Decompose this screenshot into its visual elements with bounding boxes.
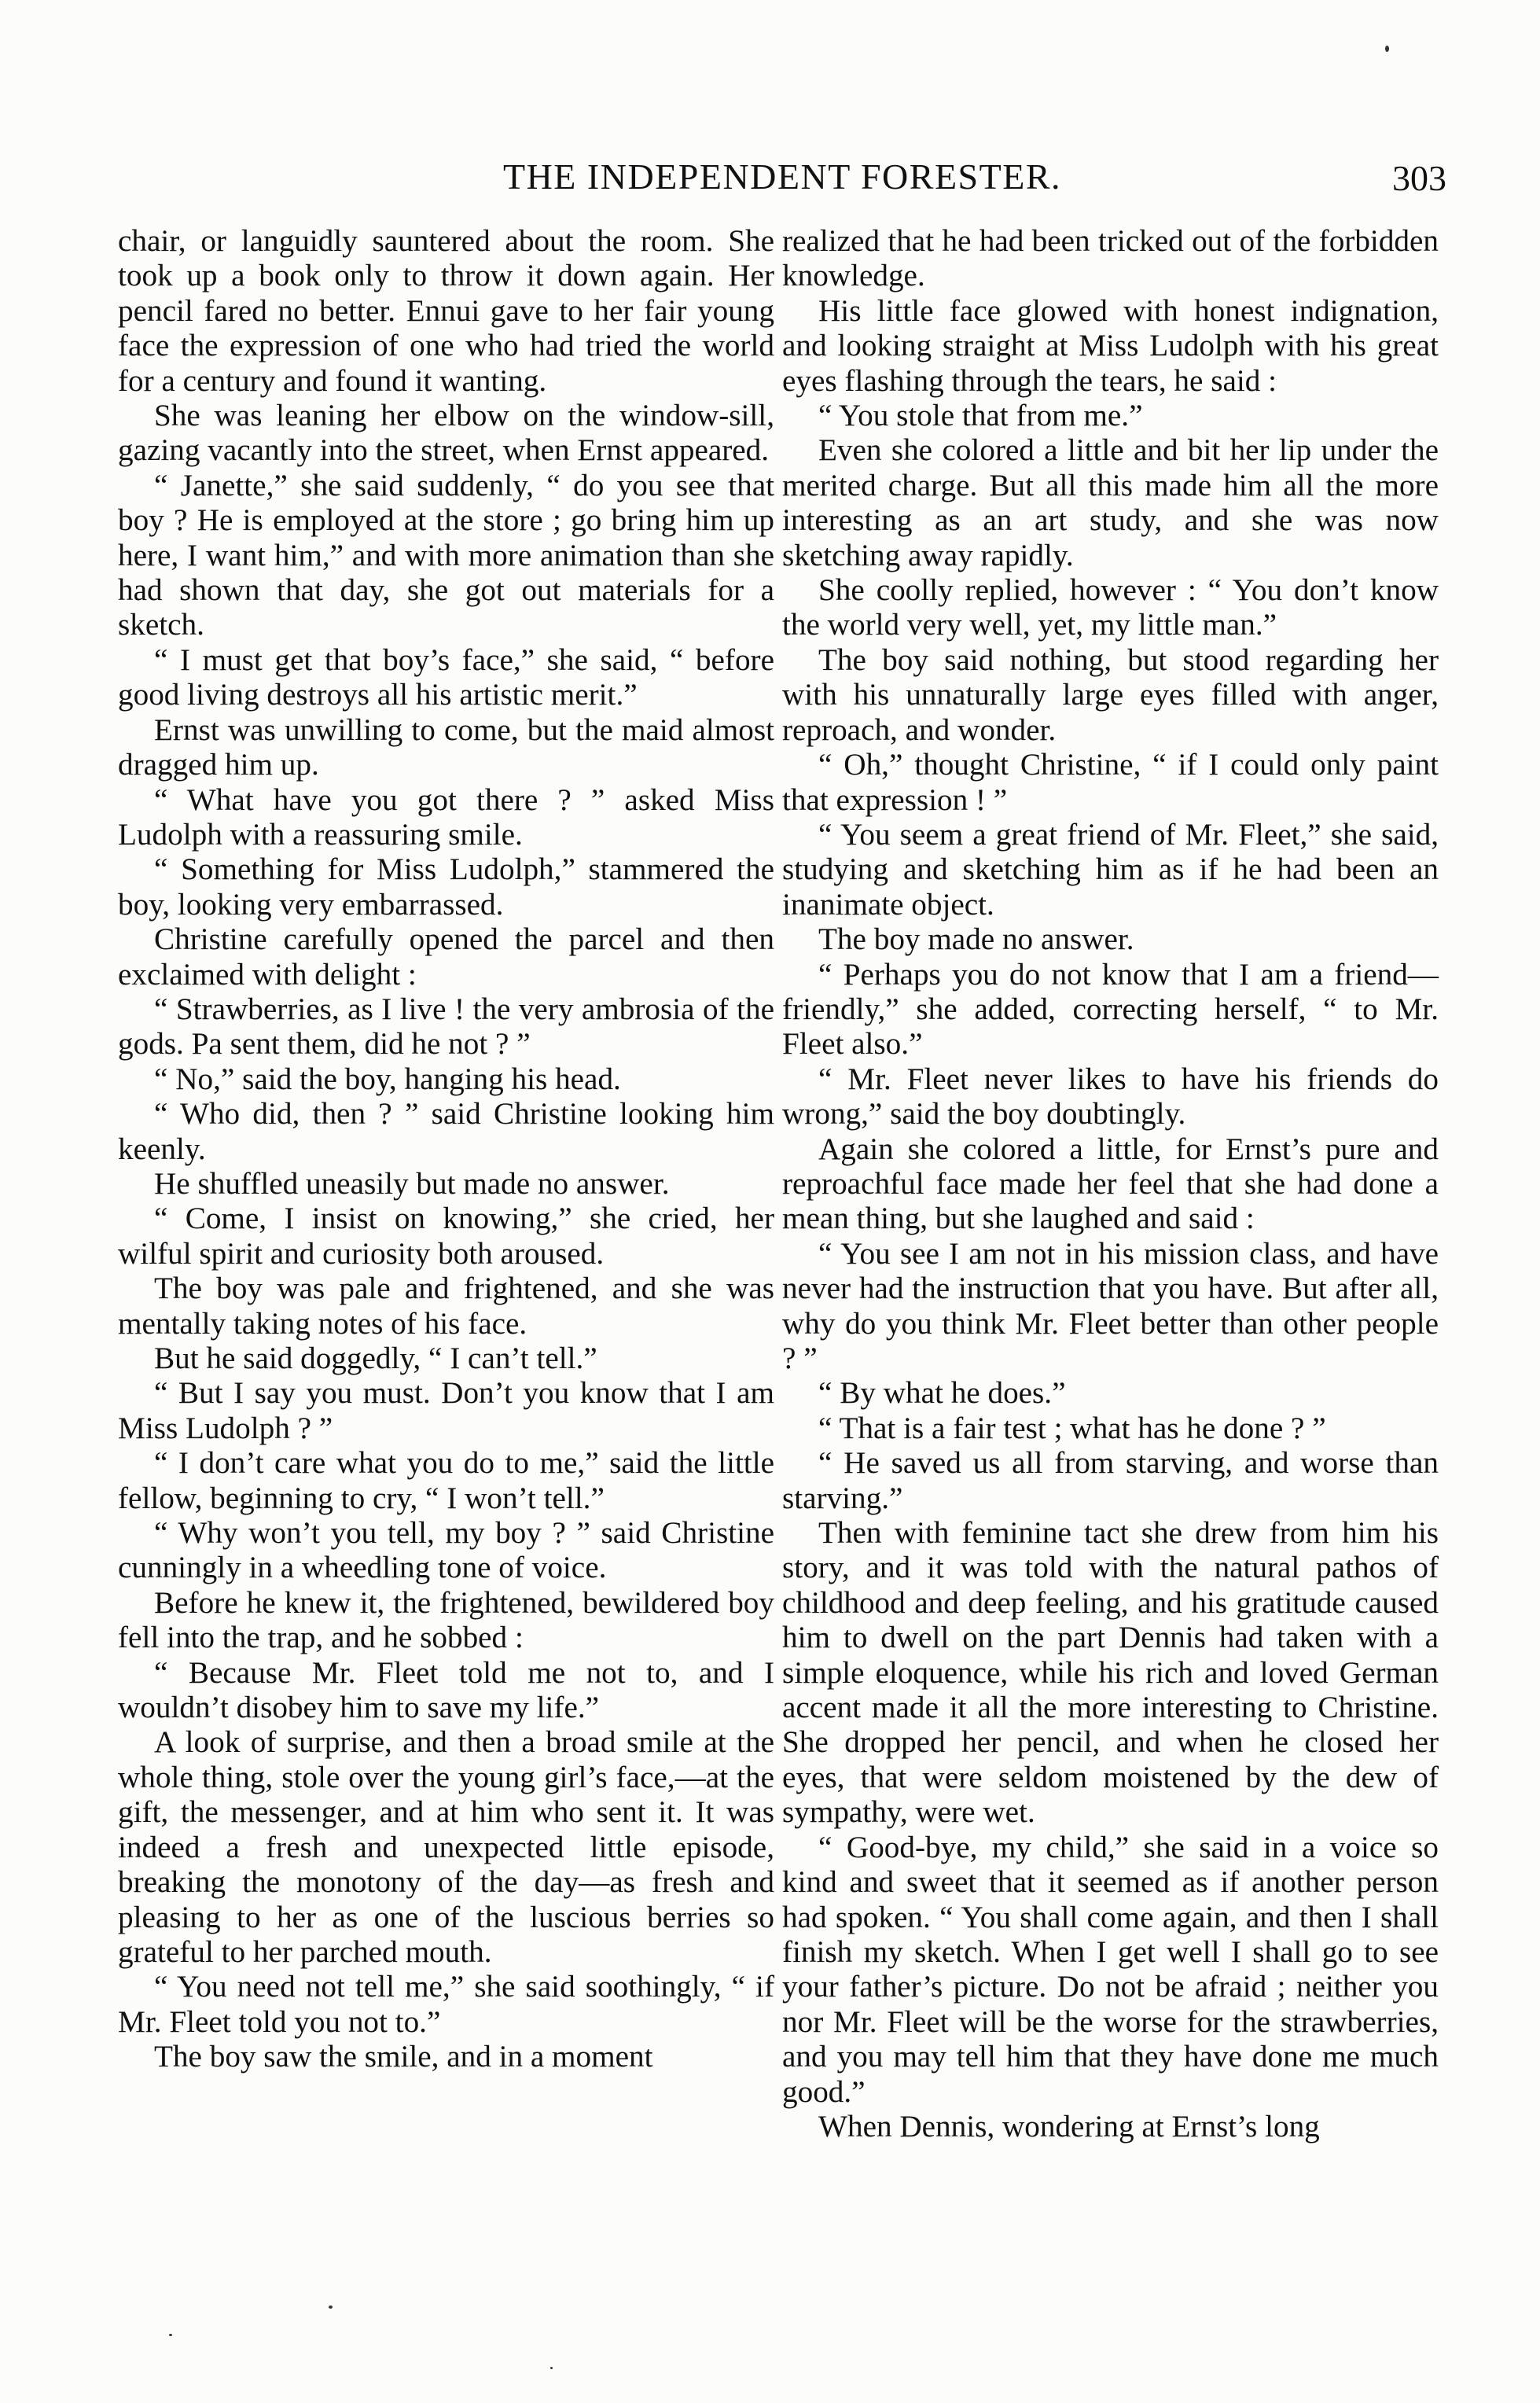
- paragraph: His little face glowed with honest indignation, and looking straight at Miss Ludolph with his great eyes flashing through the tears, he said :: [782, 293, 1439, 398]
- paragraph: Ernst was unwilling to come, but the maid almost dragged him up.: [118, 712, 774, 782]
- print-speck: [1385, 46, 1389, 52]
- paragraph: “ Why won’t you tell, my boy ? ” said Christine cunningly in a wheedling tone of voice.: [118, 1516, 774, 1585]
- paragraph: “ Mr. Fleet never likes to have his friends do wrong,” said the boy doubtingly.: [782, 1062, 1439, 1132]
- paragraph: “ Good-bye, my child,” she said in a voice so kind and sweet that it seemed as if another person had spoken. “ You shall come again, and then I shall finish my sketch. When I get well I shall go to see your father’s picture. Do not be afraid ; neither you nor Mr. Fleet will be the worse for the strawberries, and you may tell him that they have done me much good.”: [782, 1830, 1439, 2109]
- running-title: THE INDEPENDENT FORESTER.: [502, 156, 1062, 197]
- paragraph: Even she colored a little and bit her lip under the merited charge. But all this made him all the more interesting as an art study, and she was now sketching away rapidly.: [782, 433, 1439, 572]
- paragraph: But he said doggedly, “ I can’t tell.”: [154, 1341, 597, 1375]
- paragraph: “ You stole that from me.”: [818, 399, 1143, 433]
- paragraph: When Dennis, wondering at Ernst’s long: [818, 2109, 1320, 2144]
- paragraph: The boy made no answer.: [818, 922, 1134, 957]
- right-column: [782, 224, 1439, 2144]
- paragraph: “ I don’t care what you do to me,” said the little fellow, beginning to cry, “ I won’t tell.”: [118, 1446, 774, 1515]
- paragraph: “ But I say you must. Don’t you know that I am Miss Ludolph ? ”: [118, 1376, 774, 1445]
- paragraph: “ You seem a great friend of Mr. Fleet,” she said, studying and sketching him as if he had been an inanimate object.: [782, 817, 1439, 922]
- paragraph: “ Perhaps you do not know that I am a friend—friendly,” she added, correcting herself, “ to Mr. Fleet also.”: [782, 957, 1439, 1062]
- paragraph: The boy said nothing, but stood regarding her with his unnaturally large eyes filled with anger, reproach, and wonder.: [782, 642, 1439, 747]
- paragraph: The boy saw the smile, and in a moment: [154, 2040, 653, 2074]
- paragraph: He shuffled uneasily but made no answer.: [154, 1166, 670, 1201]
- paragraph: “ Because Mr. Fleet told me not to, and I wouldn’t disobey him to save my life.”: [118, 1655, 774, 1725]
- paragraph: “ That is a fair test ; what has he done ? ”: [818, 1411, 1326, 1445]
- paragraph: “ Strawberries, as I live ! the very ambrosia of the gods. Pa sent them, did he not ? ”: [118, 992, 774, 1062]
- paragraph: She was leaning her elbow on the window-sill, gazing vacantly into the street, when Ernst appeared.: [118, 399, 774, 468]
- paragraph: “ You need not tell me,” she said soothingly, “ if Mr. Fleet told you not to.”: [118, 1970, 774, 2039]
- paragraph: “ I must get that boy’s face,” she said, “ before good living destroys all his artistic merit.”: [118, 642, 774, 712]
- paragraph: The boy was pale and frightened, and she was mentally taking notes of his face.: [118, 1271, 774, 1341]
- paragraph: “ Something for Miss Ludolph,” stammered the boy, looking very embarrassed.: [118, 852, 774, 922]
- paragraph: “ Come, I insist on knowing,” she cried, her wilful spirit and curiosity both aroused.: [118, 1202, 774, 1271]
- page-number: 303: [1392, 158, 1446, 198]
- paragraph: Before he knew it, the frightened, bewildered boy fell into the trap, and he sobbed :: [118, 1585, 774, 1655]
- print-speck: [329, 2305, 333, 2309]
- paragraph: A look of surprise, and then a broad smile at the whole thing, stole over the young girl’s face,—at the gift, the messenger, and at him who sent it. It was indeed a fresh and unexpected little episode, breaking the monotony of the day—as fresh and pleasing to her as one of the luscious berries so grateful to her parched mouth.: [118, 1725, 774, 1969]
- paragraph: “ By what he does.”: [818, 1376, 1066, 1411]
- paragraph: “ He saved us all from starving, and worse than starving.”: [782, 1446, 1439, 1515]
- paragraph: Again she colored a little, for Ernst’s pure and reproachful face made her feel that she had done a mean thing, but she laughed and said :: [782, 1132, 1439, 1236]
- paragraph: Christine carefully opened the parcel and then exclaimed with delight :: [118, 922, 774, 992]
- paragraph: “ What have you got there ? ” asked Miss Ludolph with a reassuring smile.: [118, 782, 774, 852]
- paragraph: “ No,” said the boy, hanging his head.: [154, 1062, 621, 1096]
- paragraph: chair, or languidly sauntered about the room. She took up a book only to throw it down again. Her pencil fared no better. Ennui gave to her fair young face the expression of one who had tried the world for a century and found it wanting.: [118, 224, 774, 398]
- paragraph: “ Oh,” thought Christine, “ if I could only paint that expression ! ”: [782, 748, 1439, 817]
- paragraph: realized that he had been tricked out of the forbidden knowledge.: [782, 224, 1439, 293]
- paragraph: “ Who did, then ? ” said Christine looking him keenly.: [118, 1097, 774, 1166]
- paragraph: She coolly replied, however : “ You don’t know the world very well, yet, my little man.”: [782, 573, 1439, 642]
- paragraph: “ Janette,” she said suddenly, “ do you see that boy ? He is employed at the store ; go bring him up here, I want him,” and with more animation than she had shown that day, she got out materials for a sketch.: [118, 468, 774, 642]
- paragraph: Then with feminine tact she drew from him his story, and it was told with the natural pathos of childhood and deep feeling, and his gratitude caused him to dwell on the part Dennis had taken with a simple eloquence, while his rich and loved German accent made it all the more interesting to Christine. She dropped her pencil, and when he closed her eyes, that were seldom moistened by the dew of sympathy, were wet.: [782, 1516, 1439, 1830]
- print-speck: [550, 2367, 553, 2369]
- paragraph: “ You see I am not in his mission class, and have never had the instruction that you have. But after all, why do you think Mr. Fleet better than other people ? ”: [782, 1236, 1439, 1375]
- print-speck: [169, 2334, 172, 2336]
- running-head: [118, 156, 1446, 203]
- left-column: [118, 224, 774, 2075]
